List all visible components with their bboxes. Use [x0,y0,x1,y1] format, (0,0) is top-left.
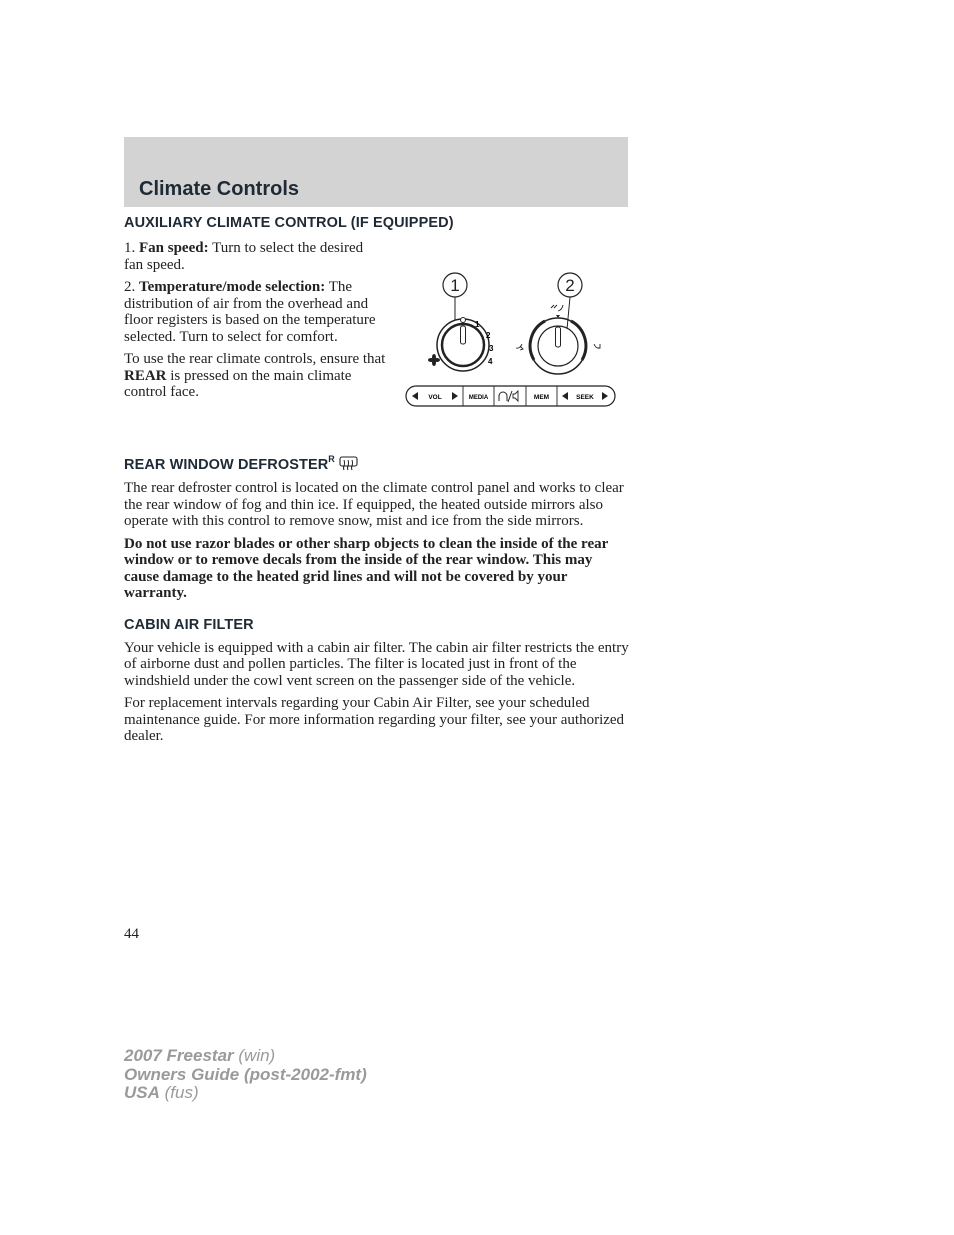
aux-section [124,232,629,444]
fan-level-1: 1 [475,320,480,329]
callout-1-label: 1 [450,276,460,295]
defroster-heading: REAR WINDOW $DEFROSTER^R$ [124,450,629,474]
floor-vent-icon-right [594,344,600,348]
fan-level-2: 2 [486,331,491,340]
page-number: 44 [124,926,139,942]
radio-control-strip [406,386,615,406]
fan-speed-knob [428,318,494,372]
footer-line-1: 2007 Freestar (win) [124,1046,276,1065]
cabin-filter-heading: CABIN AIR FILTER [124,616,254,633]
aux-item-fan-speed: 1. Fan speed: Turn to select the desired fan speed. [124,240,364,273]
document-footer [124,1047,367,1103]
cabin-filter-paragraph-2: For replacement intervals regarding your Cabin Air Filter, see your scheduled maintenance guide. For more information regarding your filter, see your authorized dealer. [124,695,625,744]
seek-label: SEEK [576,394,594,401]
callout-2-label: 2 [565,276,575,295]
page-content [124,214,629,751]
footer-line-2: Owners Guide (post-2002-fmt) [124,1064,367,1084]
defroster-paragraph: The rear defroster control is located on the climate control panel and works to clear the rear window of fog and thin ice. If equipped, the heated outside mirrors also operate with this control to remove snow, mist and ice from the side mirrors. [124,480,624,529]
aux-item-temperature: 2. Temperature/mode selection: The distribution of air from the overhead and floor registers is based on the temperature selected. Turn to select for comfort. [124,279,376,345]
mem-label: MEM [533,394,550,401]
header-band [124,137,628,207]
defroster-section [124,450,629,602]
fan-level-4: 4 [488,357,493,366]
defroster-sup: R [328,454,335,464]
cabin-filter-paragraph-1: Your vehicle is equipped with a cabin air filter. The cabin air filter restricts the entry of airborne dust and pollen particles. The filter is located just in front of the windshield under the cowl vent screen on the passenger side of the vehicle. [124,639,629,689]
fan-level-3: 3 [489,344,494,353]
footer-line-3: USA (fus) [124,1083,199,1102]
media-label: MEDIA [468,395,489,401]
page-title: Climate Controls [139,178,300,200]
temperature-mode-knob [516,305,600,374]
rear-defrost-icon [339,455,359,471]
cabin-filter-section [124,616,629,745]
fan-icon [428,354,440,366]
aux-rear-note: To use the rear climate controls, ensure that REAR is pressed on the main climate control face. [124,351,386,400]
aux-text [124,240,386,407]
overhead-vent-icon [551,305,563,311]
vol-label: VOL [428,394,442,401]
aux-control-illustration [404,260,618,412]
floor-vent-icon-left [516,344,523,350]
defroster-warning: Do not use razor blades or other sharp objects to clean the inside of the rear window or to remove decals from the inside of the rear window. This may cause damage to the heated grid lines and will not be covered by your warranty. [124,535,608,601]
aux-heading: AUXILIARY CLIMATE CONTROL (IF EQUIPPED) [124,215,454,231]
